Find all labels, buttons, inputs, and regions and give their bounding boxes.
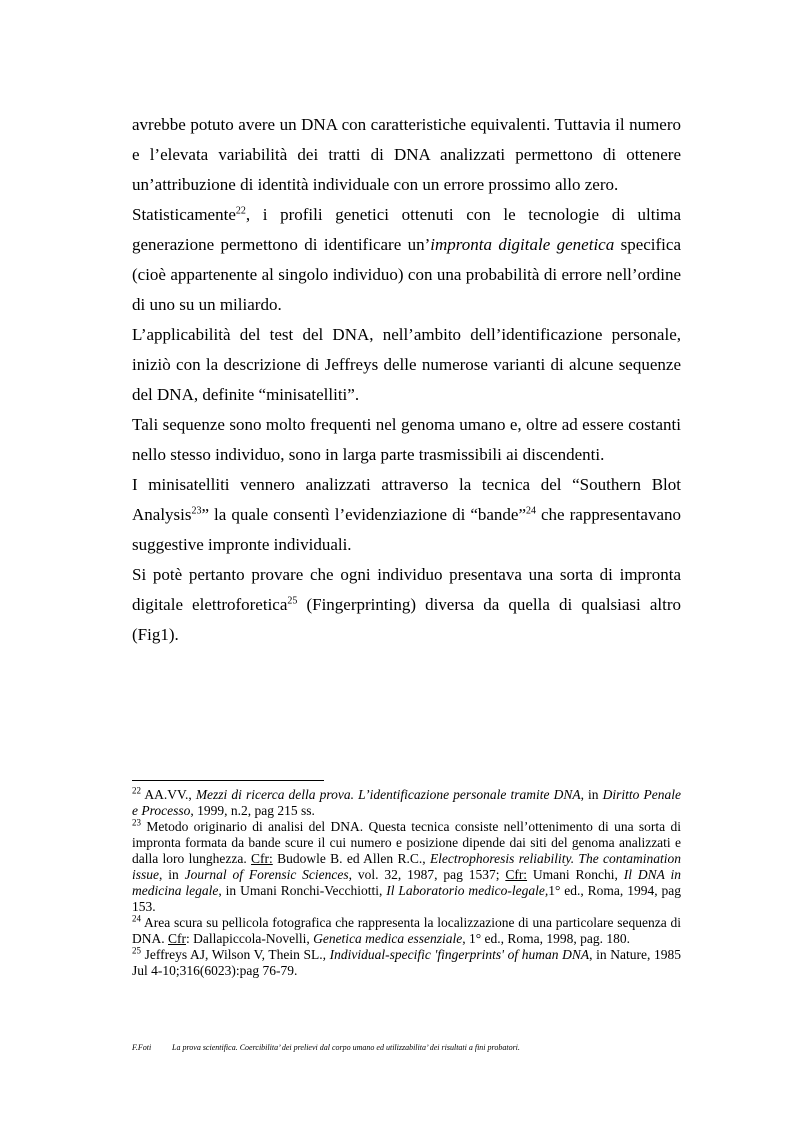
footnote-text: , in xyxy=(580,787,603,802)
footnote-text: , in Umani Ronchi-Vecchiotti, xyxy=(218,883,387,898)
cfr-link: Cfr xyxy=(168,931,186,946)
footnote-italic: Journal of Forensic Sciences xyxy=(184,867,349,882)
footnote-number: 23 xyxy=(132,817,141,828)
paragraph-2 xyxy=(132,200,681,320)
footnotes xyxy=(132,787,681,979)
footnote-italic: Il Laboratorio medico-legale, xyxy=(386,883,549,898)
paragraph-text: L’applicabilità del test del DNA, nell’ambito dell’identificazione personale, iniziò con la descrizione di Jeffreys delle numerose varianti di alcune sequenze del DNA, definite “minisatelliti”. xyxy=(132,325,681,404)
footnote-ref-24[interactable]: 24 xyxy=(526,505,537,517)
paragraph-3 xyxy=(132,320,681,410)
footnote-ref-23[interactable]: 23 xyxy=(191,505,202,517)
footnote-separator xyxy=(132,780,324,781)
footnote-text: : Dallapiccola-Novelli, xyxy=(186,931,314,946)
footnote-text: Metodo originario di analisi del DNA. Questa tecnica consiste nell’ottenimento di una sorta di impronta formata da bande scure il cui numero e posizione dipende dai siti del genoma analizzati e dalla loro lunghezza. xyxy=(132,819,681,866)
footnote-italic: Diritto Penale e Processo xyxy=(132,787,681,818)
paragraph-1 xyxy=(132,110,681,200)
paragraph-text: Tali sequenze sono molto frequenti nel genoma umano e, oltre ad essere costanti nello stesso individuo, sono in larga parte trasmissibili ai discendenti. xyxy=(132,415,681,464)
footnote-text: Area scura su pellicola fotografica che rappresenta la localizzazione di una particolare sequenza di DNA. xyxy=(132,915,681,946)
footnote-italic: Mezzi di ricerca della prova. L’identificazione personale tramite DNA xyxy=(195,787,581,802)
footnote-text: 1° ed., Roma, 1994, pag 153. xyxy=(132,883,681,914)
footnote-text: , 1999, n.2, pag 215 ss. xyxy=(190,803,315,818)
footnote-italic: Genetica medica essenziale xyxy=(313,931,463,946)
paragraph-text: che rappresentavano suggestive impronte individuali. xyxy=(132,505,681,554)
footer-title: La prova scientifica. Coercibilita’ dei prelievi dal corpo umano ed utilizzabilita’ dei risultati a fini probatori. xyxy=(172,1043,520,1052)
emphasis-text: impronta digitale genetica xyxy=(430,235,615,254)
footnote-text: Jeffreys AJ, Wilson V, Thein SL. xyxy=(141,947,323,962)
footnote-24 xyxy=(132,915,681,947)
paragraph-4 xyxy=(132,410,681,470)
paragraph-text: I minisatelliti vennero analizzati attraverso la tecnica del “Southern Blot Analysis xyxy=(132,475,681,524)
footnote-text: AA.VV., xyxy=(141,787,196,802)
paragraph-text: , i profili genetici ottenuti con le tecnologie di ultima generazione permettono di identificare un’ xyxy=(132,205,681,254)
footnote-text: , 1° ed., Roma, 1998, pag. 180. xyxy=(462,931,631,946)
paragraph-text: Statisticamente xyxy=(132,205,236,224)
paragraph-5 xyxy=(132,470,681,560)
paragraph-text: avrebbe potuto avere un DNA con caratteristiche equivalenti. Tuttavia il numero e l’elevata variabilità dei tratti di DNA analizzati permettono di ottenere un’attribuzione di identità individuale con un errore prossimo allo zero. xyxy=(132,115,681,194)
footnote-text: , vol. 32, 1987, pag 1537; xyxy=(348,867,506,882)
footnote-text: Umani Ronchi, xyxy=(527,867,624,882)
footnote-22 xyxy=(132,787,681,819)
footnote-25 xyxy=(132,947,681,979)
footnote-23 xyxy=(132,819,681,915)
body-text xyxy=(132,110,681,650)
footnote-italic: Il DNA in medicina legale xyxy=(132,867,681,898)
paragraph-text: Si potè pertanto provare che ogni individuo presentava una sorta di impronta digitale elettroforetica xyxy=(132,565,681,614)
footnote-text: Budowle B. ed Allen R.C., xyxy=(272,851,430,866)
paragraph-text: ” la quale consentì l’evidenziazione di “bande” xyxy=(201,505,527,524)
footnote-number: 24 xyxy=(132,913,141,924)
footnote-ref-22[interactable]: 22 xyxy=(235,205,246,217)
footnote-italic: Electrophoresis reliability. The contamination issue xyxy=(132,851,681,882)
footnote-text: , in Nature, 1985 Jul 4-10;316(6023):pag 76-79. xyxy=(132,947,681,978)
paragraph-6 xyxy=(132,560,681,650)
footer-author: F.Foti xyxy=(132,1043,152,1052)
footnote-text: , in xyxy=(159,867,185,882)
footnote-number: 25 xyxy=(132,945,141,956)
cfr-link: Cfr: xyxy=(251,851,273,866)
paragraph-text: (Fingerprinting) diversa da quella di qualsiasi altro (Fig1). xyxy=(132,595,682,644)
cfr-link: Cfr: xyxy=(505,867,528,882)
footnote-number: 22 xyxy=(132,785,141,796)
footnote-ref-25[interactable]: 25 xyxy=(287,595,298,607)
paragraph-text: specifica (cioè appartenente al singolo individuo) con una probabilità di errore nell’ordine di uno su un miliardo. xyxy=(132,235,681,314)
footnote-italic: , Individual-specific 'fingerprints' of human DNA xyxy=(322,947,590,962)
page-footer xyxy=(132,1043,681,1052)
